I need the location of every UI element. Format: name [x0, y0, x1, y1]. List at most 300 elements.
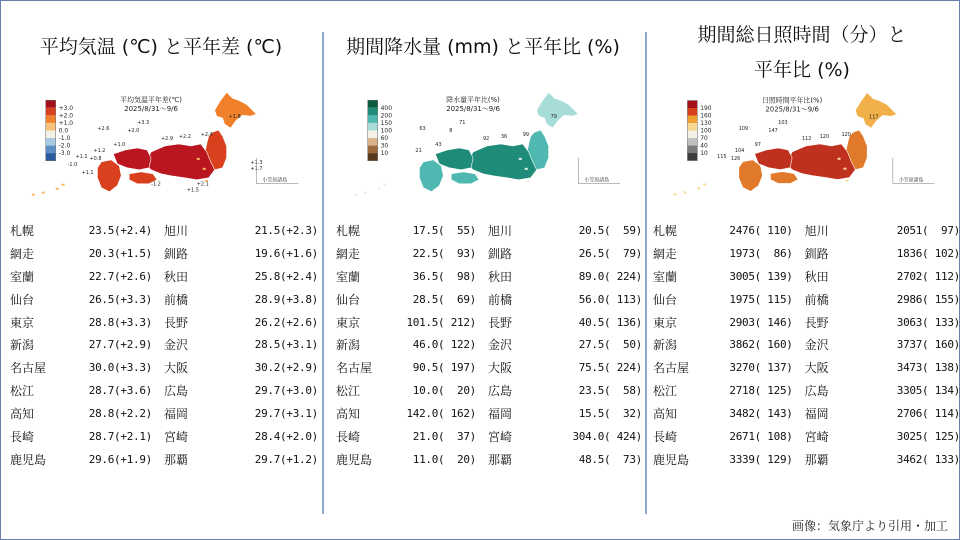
city-value: 22.5( 93) — [412, 246, 476, 260]
island-dot — [354, 194, 357, 196]
map-value-label: 21 — [415, 147, 422, 154]
weather-map — [2, 88, 320, 196]
city-value: 1975( 115) — [729, 292, 793, 306]
city-name: 金沢 — [488, 338, 513, 353]
city-name: 広島 — [488, 384, 513, 399]
city-name: 宮崎 — [804, 429, 829, 444]
map-value-label: 71 — [459, 120, 466, 127]
map-value-label: +2.9 — [161, 136, 174, 143]
city-name: 長野 — [164, 315, 189, 330]
panel-title: 平均気温 (℃) と平年差 (℃) — [39, 36, 283, 58]
city-value: 20.5( 59) — [578, 223, 642, 237]
city-value: 28.7(+2.1) — [88, 429, 152, 443]
table-row — [653, 242, 960, 265]
legend-swatch — [687, 101, 697, 109]
island-dot — [519, 158, 522, 160]
legend-label: 10 — [700, 151, 708, 158]
island-dot — [525, 168, 528, 170]
inset-label: 小笠原諸島 — [898, 177, 924, 184]
city-value: 10.0( 20) — [412, 384, 476, 398]
island-dot — [42, 192, 45, 194]
city-value: 30.2(+2.9) — [254, 361, 318, 375]
table-row — [10, 311, 318, 334]
legend-label: 160 — [700, 113, 712, 120]
island-dot — [684, 191, 687, 193]
city-name: 仙台 — [10, 292, 35, 307]
city-name: 秋田 — [804, 269, 829, 284]
table-row — [336, 425, 642, 448]
legend-label: -1.0 — [58, 135, 71, 143]
city-value: 27.5( 50) — [578, 338, 642, 352]
island-dot — [838, 158, 841, 160]
island-dot — [845, 180, 848, 182]
city-value: 20.3(+1.5) — [88, 246, 152, 260]
city-name: 新潟 — [336, 338, 361, 353]
island-dot — [62, 184, 65, 186]
city-name: 長崎 — [653, 429, 678, 444]
city-name: 長野 — [488, 315, 513, 330]
city-name: 東京 — [653, 315, 678, 330]
map-value-label: 63 — [419, 126, 426, 133]
legend-label: -3.0 — [58, 150, 71, 158]
legend-swatch — [687, 108, 697, 116]
city-value: 28.8(+2.2) — [88, 407, 152, 421]
map-value-label: 103 — [778, 120, 788, 127]
map-value-label: 104 — [734, 147, 745, 154]
city-name: 新潟 — [10, 338, 35, 353]
city-name: 仙台 — [653, 292, 678, 307]
city-value: 3473( 138) — [896, 361, 960, 375]
city-value: 15.5( 32) — [578, 407, 642, 421]
island-dot — [527, 180, 530, 182]
city-value: 3025( 125) — [896, 429, 960, 443]
city-name: 松江 — [653, 384, 678, 399]
city-value: 11.0( 20) — [412, 452, 476, 466]
city-name: 鹿児島 — [336, 452, 373, 467]
city-value: 29.7(+3.0) — [254, 384, 318, 398]
legend-swatch — [46, 130, 56, 138]
city-value: 2671( 108) — [729, 429, 793, 443]
city-value: 48.5( 73) — [578, 452, 642, 466]
city-name: 旭川 — [488, 223, 513, 238]
city-name: 福岡 — [164, 407, 189, 422]
table-row — [10, 333, 318, 356]
city-name: 前橋 — [804, 292, 829, 307]
city-value: 28.7(+3.6) — [88, 384, 152, 398]
table-row — [653, 219, 960, 242]
legend-swatch — [368, 138, 378, 146]
table-row — [10, 265, 318, 288]
map-value-label: 126 — [730, 155, 741, 162]
legend-swatch — [46, 153, 56, 161]
city-name: 広島 — [804, 384, 829, 399]
city-name: 網走 — [653, 246, 678, 261]
panel-title: 期間降水量 (mm) と平年比 (%) — [346, 36, 620, 58]
region-honshu-central — [145, 144, 215, 180]
city-value: 3339( 129) — [729, 452, 793, 466]
city-value: 36.5( 98) — [412, 269, 476, 283]
map-date: 2025/8/31～9/6 — [124, 105, 178, 114]
map-value-label: 8 — [449, 128, 453, 135]
legend-swatch — [46, 123, 56, 131]
city-value: 75.5( 224) — [578, 361, 642, 375]
island-dot — [378, 188, 381, 190]
map-value-label: +1.1 — [75, 153, 88, 160]
city-name: 札幌 — [653, 223, 678, 238]
legend-swatch — [368, 115, 378, 123]
city-value: 17.5( 55) — [412, 223, 476, 237]
table-row — [336, 379, 642, 402]
city-value: 29.7(+1.2) — [254, 452, 318, 466]
city-name: 金沢 — [164, 338, 189, 353]
region-hokkaido — [537, 92, 579, 128]
map-value-label: 92 — [483, 136, 490, 143]
map-value-label: +2.1 — [196, 181, 209, 188]
table-row — [336, 288, 642, 311]
map-date: 2025/8/31～9/6 — [446, 105, 500, 114]
city-name: 高知 — [336, 407, 361, 422]
weather-map — [644, 88, 960, 196]
city-value: 26.5(+3.3) — [88, 292, 152, 306]
legend-swatch — [46, 138, 56, 146]
table-row — [653, 288, 960, 311]
legend-swatch — [46, 115, 56, 123]
map-date: 2025/8/31～9/6 — [765, 105, 819, 114]
legend-label: -2.0 — [58, 142, 71, 150]
city-name: 名古屋 — [336, 361, 373, 376]
city-value: 2718( 125) — [729, 384, 793, 398]
city-name: 那覇 — [804, 452, 829, 467]
legend-swatch — [368, 146, 378, 154]
table-row — [336, 448, 642, 471]
table-row — [10, 356, 318, 379]
legend-swatch — [687, 138, 697, 146]
legend-label: 0.0 — [58, 127, 69, 135]
panel-2 — [322, 0, 644, 540]
region-kyushu — [739, 160, 763, 192]
island-dot — [56, 188, 59, 190]
legend-label: 150 — [380, 119, 393, 127]
map-value-label: -1.2 — [151, 181, 161, 188]
panel-title: 平年比 (%) — [754, 59, 850, 81]
city-name: 高知 — [653, 407, 678, 422]
city-value: 101.5( 212) — [406, 315, 476, 329]
city-name: 網走 — [10, 246, 35, 261]
legend-label: +3.0 — [58, 104, 74, 112]
city-name: 鹿児島 — [10, 452, 47, 467]
city-value: 26.2(+2.6) — [254, 315, 318, 329]
city-name: 長崎 — [336, 429, 361, 444]
table-row — [336, 219, 642, 242]
map-value-label: 36 — [500, 134, 508, 141]
region-hokkaido — [855, 93, 896, 129]
map-value-label: 147 — [768, 128, 778, 135]
map-value-label: 115 — [717, 153, 727, 160]
city-name: 名古屋 — [10, 361, 47, 376]
map-value-label: +1.2 — [93, 147, 106, 154]
city-name: 前橋 — [488, 292, 513, 307]
legend-label: +1.0 — [58, 119, 74, 127]
map-value-label: 97 — [754, 141, 761, 148]
map-value-label: +2.4 — [200, 132, 213, 139]
city-name: 松江 — [10, 384, 35, 399]
city-value: 23.5( 58) — [578, 384, 642, 398]
table-row — [653, 448, 960, 471]
city-name: 那覇 — [488, 452, 513, 467]
city-name: 釧路 — [488, 246, 513, 261]
city-name: 札幌 — [10, 223, 35, 238]
legend-label: 10 — [380, 150, 389, 158]
city-value: 2706( 114) — [896, 407, 960, 421]
inset-label: 小笠原諸島 — [584, 177, 610, 184]
map-value-label: 112 — [802, 136, 812, 143]
city-value: 2476( 110) — [729, 223, 793, 237]
table-row — [653, 265, 960, 288]
panel-3 — [644, 0, 960, 540]
legend-label: 100 — [380, 127, 393, 135]
city-name: 仙台 — [336, 292, 361, 307]
legend-swatch — [687, 131, 697, 139]
city-name: 広島 — [164, 384, 189, 399]
map-value-label: +1.0 — [113, 141, 126, 148]
map-title: 日照時間平年比(%) — [761, 96, 823, 105]
legend-swatch — [368, 100, 378, 108]
legend-label: 60 — [380, 135, 389, 143]
city-value: 56.0( 113) — [578, 292, 642, 306]
city-value: 28.8(+3.3) — [88, 315, 152, 329]
map-value-label: +1.8 — [228, 114, 241, 121]
table-row — [653, 356, 960, 379]
legend-swatch — [368, 123, 378, 131]
map-value-label: +2.2 — [178, 134, 191, 141]
city-name: 鹿児島 — [653, 452, 690, 467]
panel-title: 期間総日照時間（分）と — [697, 24, 907, 46]
image-credit: 画像：気象庁より引用・加工 — [791, 519, 948, 533]
city-value: 28.9(+3.8) — [254, 292, 318, 306]
city-name: 東京 — [10, 315, 35, 330]
legend-label: 40 — [700, 143, 708, 150]
legend-swatch — [687, 123, 697, 131]
city-value: 1836( 102) — [896, 246, 960, 260]
region-shikoku — [770, 172, 798, 184]
city-value: 2986( 155) — [896, 292, 960, 306]
map-title: 降水量平年比(%) — [446, 96, 500, 105]
city-value: 28.5(+3.1) — [254, 338, 318, 352]
map-value-label: -1.0 — [67, 161, 78, 168]
city-value: 40.5( 136) — [578, 315, 642, 329]
city-name: 釧路 — [804, 246, 829, 261]
table-row — [10, 379, 318, 402]
city-name: 長野 — [804, 315, 829, 330]
island-dot — [364, 192, 367, 194]
island-dot — [197, 158, 200, 160]
panel-1 — [0, 0, 322, 540]
table-row — [653, 379, 960, 402]
city-name: 旭川 — [804, 223, 829, 238]
region-kyushu — [97, 160, 121, 192]
map-value-label: 120 — [819, 134, 830, 141]
legend-label: 70 — [700, 136, 708, 143]
table-row — [10, 425, 318, 448]
city-value: 304.0( 424) — [572, 429, 642, 443]
legend-swatch — [368, 130, 378, 138]
island-dot — [32, 194, 35, 196]
region-honshu-central — [467, 144, 537, 180]
legend-label: 200 — [380, 112, 393, 120]
city-value: 3005( 139) — [729, 269, 793, 283]
table-row — [336, 265, 642, 288]
city-value: 3862( 160) — [729, 338, 793, 352]
city-value: 30.0(+3.3) — [88, 361, 152, 375]
table-row — [336, 311, 642, 334]
table-row — [336, 333, 642, 356]
city-value: 3305( 134) — [896, 384, 960, 398]
city-value: 3482( 143) — [729, 407, 793, 421]
city-value: 3063( 133) — [896, 315, 960, 329]
legend-swatch — [368, 153, 378, 161]
table-row — [10, 448, 318, 471]
city-name: 新潟 — [653, 338, 678, 353]
table-row — [336, 242, 642, 265]
data-table — [653, 219, 960, 471]
city-value: 28.5( 69) — [412, 292, 476, 306]
legend-label: 100 — [700, 128, 712, 135]
city-value: 3737( 160) — [896, 338, 960, 352]
legend-swatch — [46, 146, 56, 154]
legend-swatch — [46, 108, 56, 116]
city-value: 25.8(+2.4) — [254, 269, 318, 283]
city-name: 金沢 — [804, 338, 829, 353]
city-name: 秋田 — [488, 269, 513, 284]
city-value: 3462( 133) — [896, 452, 960, 466]
table-row — [653, 425, 960, 448]
map-value-label: +1.1 — [81, 169, 94, 176]
island-dot — [384, 184, 387, 186]
city-name: 室蘭 — [10, 269, 35, 284]
city-name: 那覇 — [164, 452, 189, 467]
island-dot — [203, 168, 206, 170]
city-value: 21.5(+2.3) — [254, 223, 318, 237]
city-name: 宮崎 — [164, 429, 189, 444]
table-row — [653, 333, 960, 356]
map-value-label: 79 — [550, 114, 557, 121]
data-table — [336, 219, 642, 471]
city-value: 28.4(+2.0) — [254, 429, 318, 443]
city-name: 室蘭 — [653, 269, 678, 284]
map-value-label: 99 — [522, 132, 530, 139]
legend-swatch — [687, 146, 697, 154]
city-name: 旭川 — [164, 223, 189, 238]
region-shikoku — [451, 172, 479, 184]
map-value-label: +1.7 — [250, 165, 263, 172]
city-value: 2051( 97) — [896, 223, 960, 237]
table-row — [10, 288, 318, 311]
data-table — [10, 219, 318, 471]
city-value: 142.0( 162) — [406, 407, 476, 421]
city-name: 札幌 — [336, 223, 361, 238]
city-name: 福岡 — [488, 407, 513, 422]
city-name: 高知 — [10, 407, 35, 422]
island-dot — [674, 193, 677, 195]
city-name: 松江 — [336, 384, 361, 399]
table-row — [10, 242, 318, 265]
region-kyushu — [419, 160, 443, 192]
legend-label: 30 — [380, 142, 389, 150]
map-title: 平均気温平年差(℃) — [120, 96, 182, 105]
city-value: 29.6(+1.9) — [88, 452, 152, 466]
region-hokkaido — [215, 92, 257, 128]
table-row — [336, 402, 642, 425]
city-name: 大阪 — [164, 361, 189, 376]
region-honshu-central — [786, 144, 855, 180]
legend-swatch — [368, 108, 378, 116]
table-row — [10, 219, 318, 242]
city-name: 長崎 — [10, 429, 35, 444]
city-name: 福岡 — [804, 407, 829, 422]
city-value: 21.0( 37) — [412, 429, 476, 443]
legend-label: 400 — [380, 104, 393, 112]
table-row — [653, 311, 960, 334]
island-dot — [843, 168, 846, 170]
weather-map — [324, 88, 642, 196]
table-row — [10, 402, 318, 425]
legend-swatch — [687, 153, 697, 161]
map-value-label: +2.0 — [127, 128, 140, 135]
city-name: 室蘭 — [336, 269, 361, 284]
table-row — [653, 402, 960, 425]
legend-swatch — [687, 116, 697, 124]
city-value: 2903( 146) — [729, 315, 793, 329]
city-value: 29.7(+3.1) — [254, 407, 318, 421]
city-value: 46.0( 122) — [412, 338, 476, 352]
legend-swatch — [46, 100, 56, 108]
table-row — [336, 356, 642, 379]
city-name: 大阪 — [488, 361, 513, 376]
city-name: 釧路 — [164, 246, 189, 261]
city-value: 90.5( 197) — [412, 361, 476, 375]
city-value: 27.7(+2.9) — [88, 338, 152, 352]
city-value: 19.6(+1.6) — [254, 246, 318, 260]
map-value-label: +1.3 — [250, 159, 263, 166]
city-value: 22.7(+2.6) — [88, 269, 152, 283]
map-value-label: 120 — [841, 132, 851, 139]
city-name: 網走 — [336, 246, 361, 261]
city-value: 23.5(+2.4) — [88, 223, 152, 237]
city-name: 大阪 — [804, 361, 829, 376]
map-value-label: +1.5 — [186, 187, 199, 194]
inset-label: 小笠原諸島 — [262, 177, 288, 184]
legend-label: 190 — [700, 106, 712, 113]
legend-label: 130 — [700, 121, 712, 128]
map-value-label: +2.6 — [97, 126, 110, 133]
map-value-label: +0.8 — [89, 155, 102, 162]
island-dot — [703, 183, 706, 185]
island-dot — [697, 187, 700, 189]
legend-label: +2.0 — [58, 112, 74, 120]
map-value-label: 117 — [869, 114, 879, 121]
map-value-label: 109 — [738, 126, 749, 133]
map-value-label: 43 — [435, 141, 442, 148]
city-name: 前橋 — [164, 292, 189, 307]
city-name: 秋田 — [164, 269, 189, 284]
map-value-label: +3.3 — [137, 120, 150, 127]
city-name: 東京 — [336, 315, 361, 330]
city-value: 3270( 137) — [729, 361, 793, 375]
city-value: 89.0( 224) — [578, 269, 642, 283]
city-value: 2702( 112) — [896, 269, 960, 283]
city-name: 宮崎 — [488, 429, 513, 444]
city-value: 26.5( 79) — [578, 246, 642, 260]
